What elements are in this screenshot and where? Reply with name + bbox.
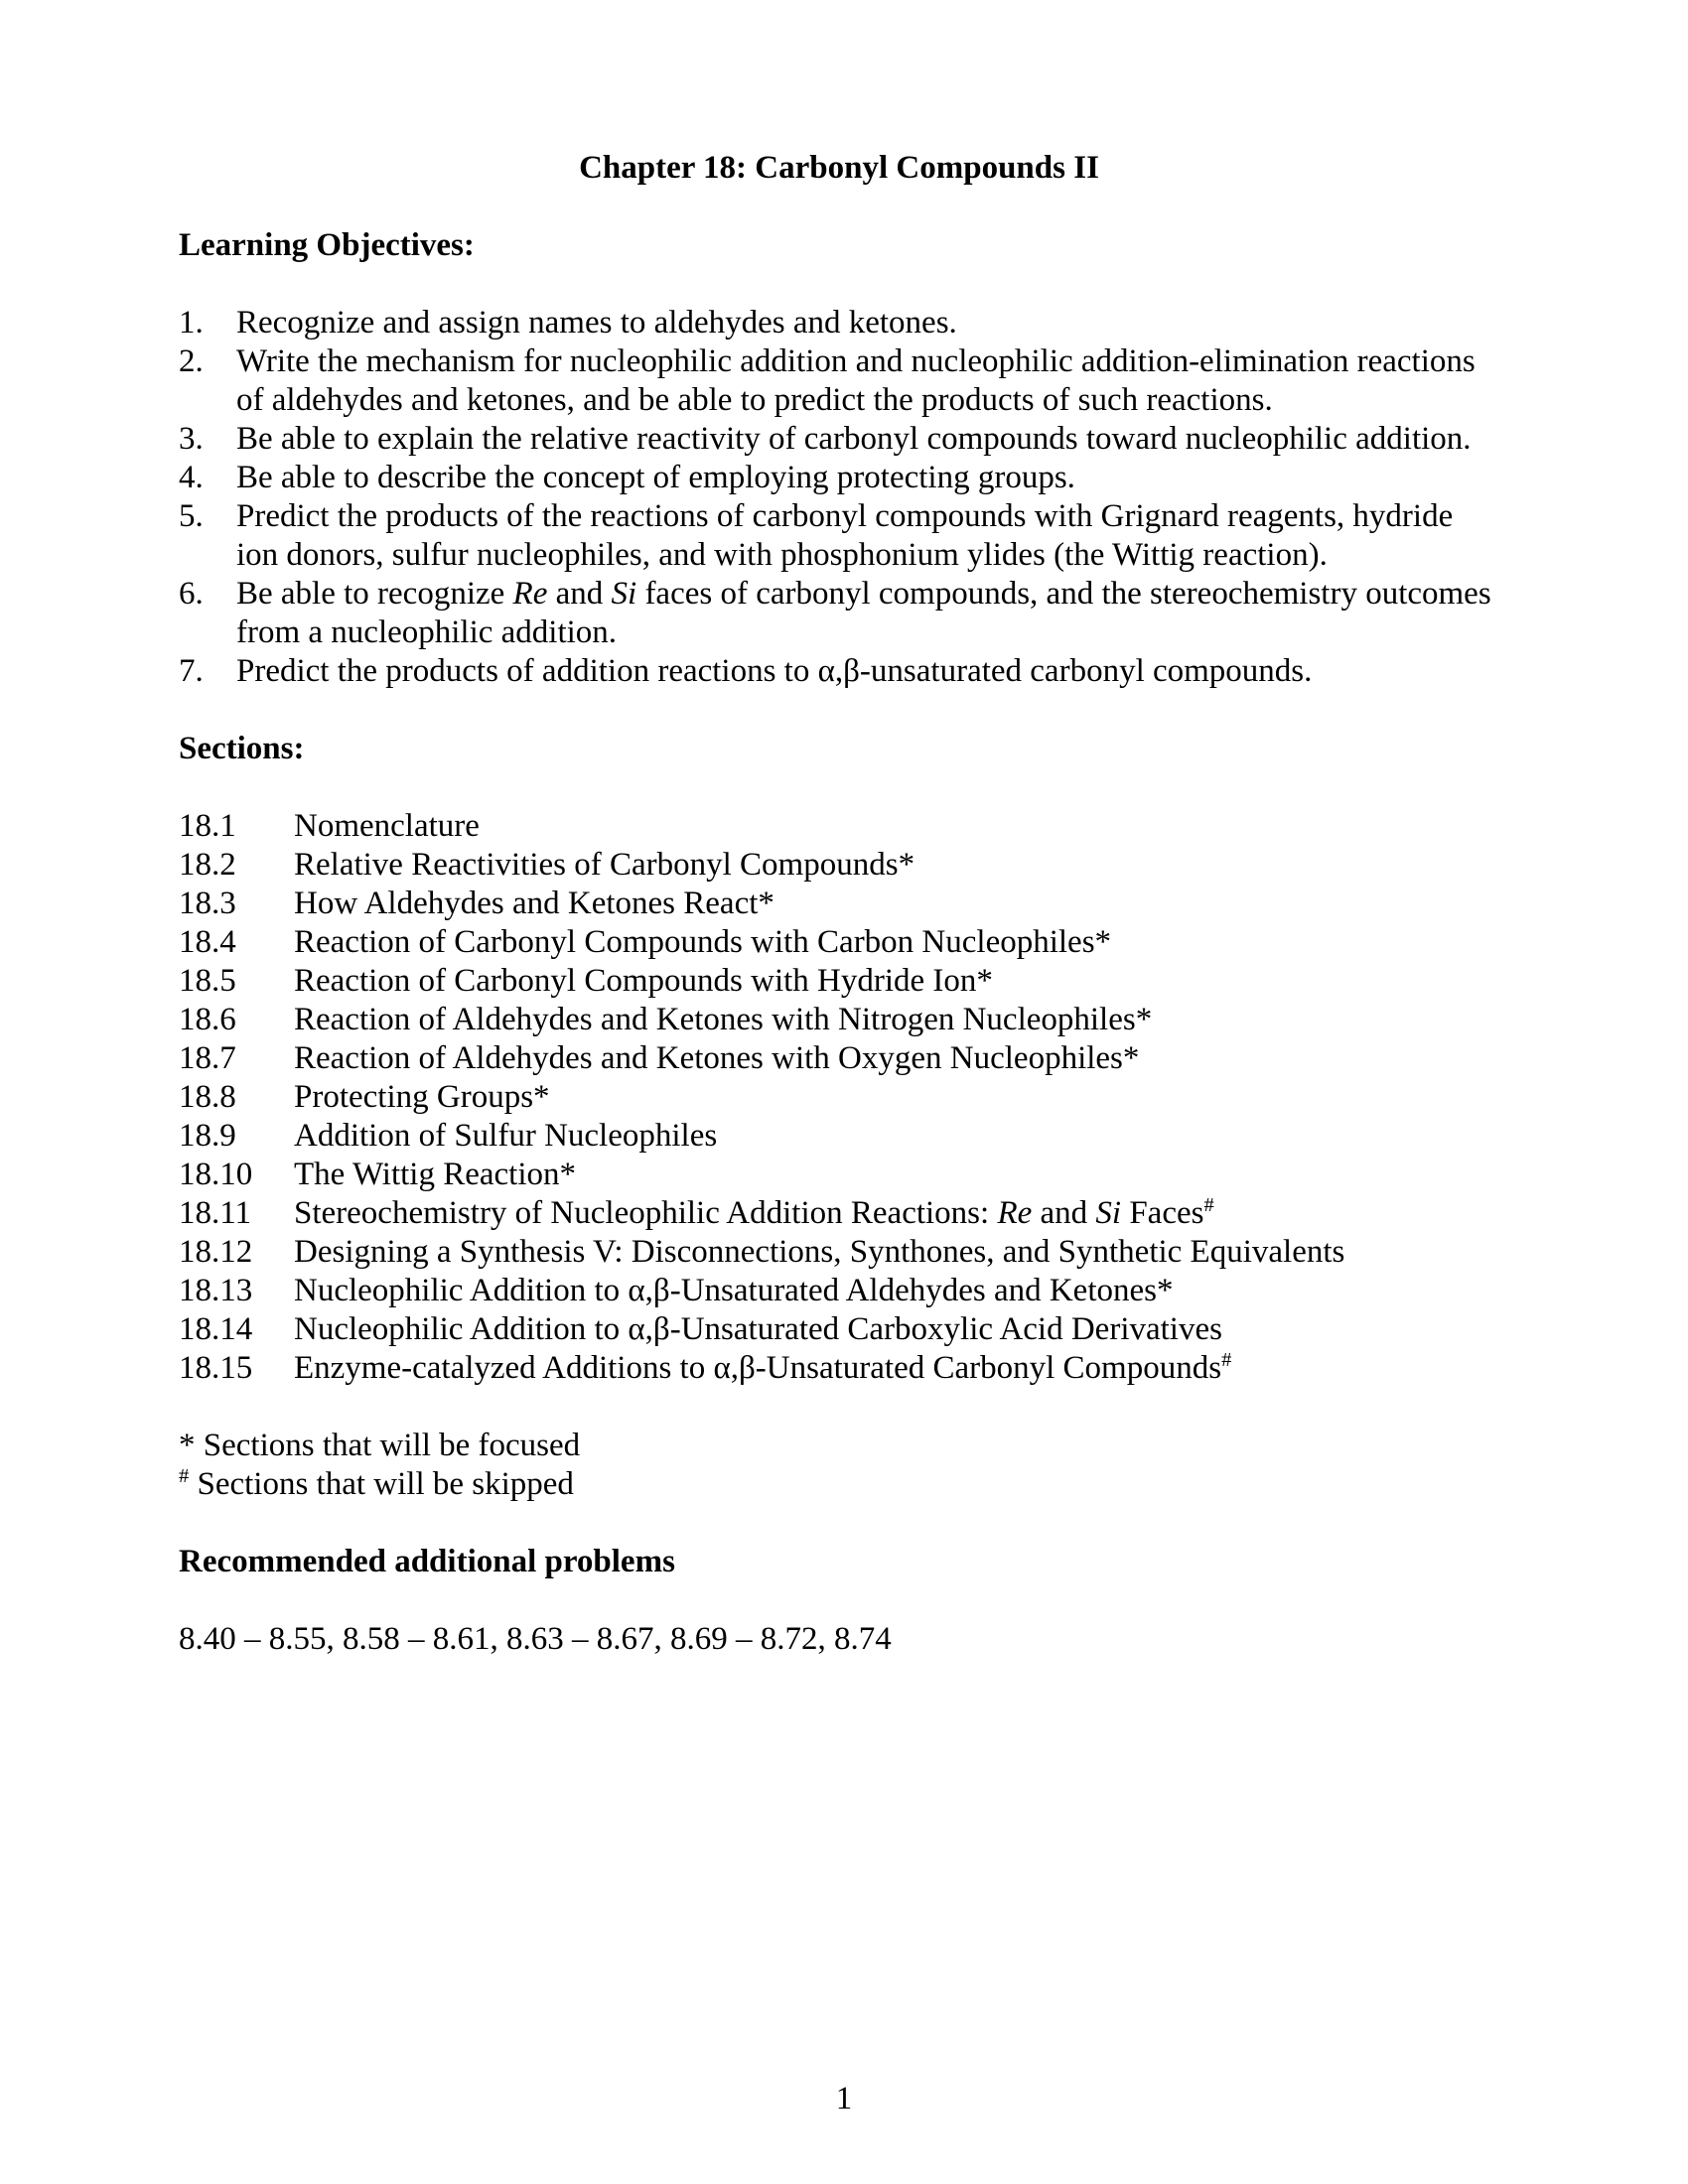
recommended-problems-heading: Recommended additional problems [179,1544,675,1579]
page-number: 1 [835,2081,853,2116]
recommended-problems-list: 8.40 – 8.55, 8.58 – 8.61, 8.63 – 8.67, 8.69 – 8.72, 8.74 [179,1621,892,1657]
section-title: Enzyme-catalyzed Additions to α,β-Unsaturated Carbonyl Compounds# [294,1349,1232,1386]
section-title: Protecting Groups* [294,1079,550,1115]
footnote: * Sections that will be focused [179,1428,581,1463]
objective-number: 4. [179,460,204,495]
section-row [179,885,1499,923]
objective-text: Predict the products of addition reactions to α,β-unsaturated carbonyl compounds. [236,653,1313,689]
section-title: Reaction of Carbonyl Compounds with Hydride Ion* [294,963,993,999]
section-title: Nucleophilic Addition to α,β-Unsaturated Carboxylic Acid Derivatives [294,1311,1222,1347]
objective-item [179,342,1499,420]
footnote: # Sections that will be skipped [179,1465,574,1502]
section-number: 18.10 [179,1157,253,1192]
section-row [179,1272,1499,1310]
objective-text: Be able to recognize Re and Si faces of carbonyl compounds, and the stereochemistry outcomes from a nucleophilic addition. [236,576,1491,650]
objective-number: 3. [179,421,204,457]
sections-heading: Sections: [179,731,305,766]
section-row [179,1194,1499,1233]
objective-number: 6. [179,576,204,612]
objective-item [179,497,1499,575]
section-number: 18.8 [179,1079,236,1115]
section-row [179,1349,1499,1388]
learning-objectives-heading: Learning Objectives: [179,227,475,263]
section-row [179,1039,1499,1078]
objective-number: 7. [179,653,204,689]
objective-text: Be able to explain the relative reactivity of carbonyl compounds toward nucleophilic addition. [236,421,1472,457]
section-row [179,923,1499,962]
section-title: The Wittig Reaction* [294,1157,576,1192]
section-title: Nomenclature [294,808,480,844]
section-row [179,962,1499,1001]
section-number: 18.15 [179,1350,253,1386]
section-number: 18.3 [179,886,236,921]
section-row [179,807,1499,846]
section-number: 18.11 [179,1195,252,1231]
objective-item [179,459,1499,497]
section-row [179,1233,1499,1272]
section-number: 18.4 [179,924,236,960]
section-number: 18.6 [179,1002,236,1037]
section-title: Stereochemistry of Nucleophilic Addition Reactions: Re and Si Faces# [294,1194,1214,1231]
section-title: How Aldehydes and Ketones React* [294,886,774,921]
objective-text: Be able to describe the concept of employing protecting groups. [236,460,1075,495]
section-number: 18.5 [179,963,236,999]
objective-item [179,420,1499,459]
section-title: Reaction of Carbonyl Compounds with Carbon Nucleophiles* [294,924,1112,960]
objective-number: 2. [179,343,204,379]
page-title: Chapter 18: Carbonyl Compounds II [579,150,1099,186]
footnotes [179,1427,1499,1504]
section-title: Designing a Synthesis V: Disconnections, Synthones, and Synthetic Equivalents [294,1234,1345,1270]
sections-list [179,807,1499,1388]
section-row [179,1310,1499,1349]
objective-item [179,575,1499,652]
objective-item [179,652,1499,691]
section-number: 18.7 [179,1040,236,1076]
section-number: 18.9 [179,1118,236,1154]
objective-text: Predict the products of the reactions of carbonyl compounds with Grignard reagents, hydride ion donors, sulfur nucleophiles, and with phosphonium ylides (the Wittig reaction). [236,498,1454,573]
objective-text: Recognize and assign names to aldehydes and ketones. [236,305,957,341]
section-title: Reaction of Aldehydes and Ketones with Oxygen Nucleophiles* [294,1040,1140,1076]
learning-objectives-list [179,304,1499,691]
section-row [179,1117,1499,1156]
section-title: Nucleophilic Addition to α,β-Unsaturated Aldehydes and Ketones* [294,1273,1174,1308]
section-number: 18.2 [179,847,236,883]
section-number: 18.12 [179,1234,253,1270]
section-row [179,1078,1499,1117]
section-row [179,846,1499,885]
section-row [179,1001,1499,1039]
section-title: Reaction of Aldehydes and Ketones with Nitrogen Nucleophiles* [294,1002,1153,1037]
section-title: Addition of Sulfur Nucleophiles [294,1118,718,1154]
section-row [179,1156,1499,1194]
section-number: 18.14 [179,1311,253,1347]
objective-item [179,304,1499,342]
objective-number: 1. [179,305,204,341]
objective-text: Write the mechanism for nucleophilic addition and nucleophilic addition-elimination reactions of aldehydes and ketones, and be able to predict the products of such reactions. [236,343,1476,418]
section-title: Relative Reactivities of Carbonyl Compounds* [294,847,915,883]
objective-number: 5. [179,498,204,534]
section-number: 18.13 [179,1273,253,1308]
section-number: 18.1 [179,808,236,844]
